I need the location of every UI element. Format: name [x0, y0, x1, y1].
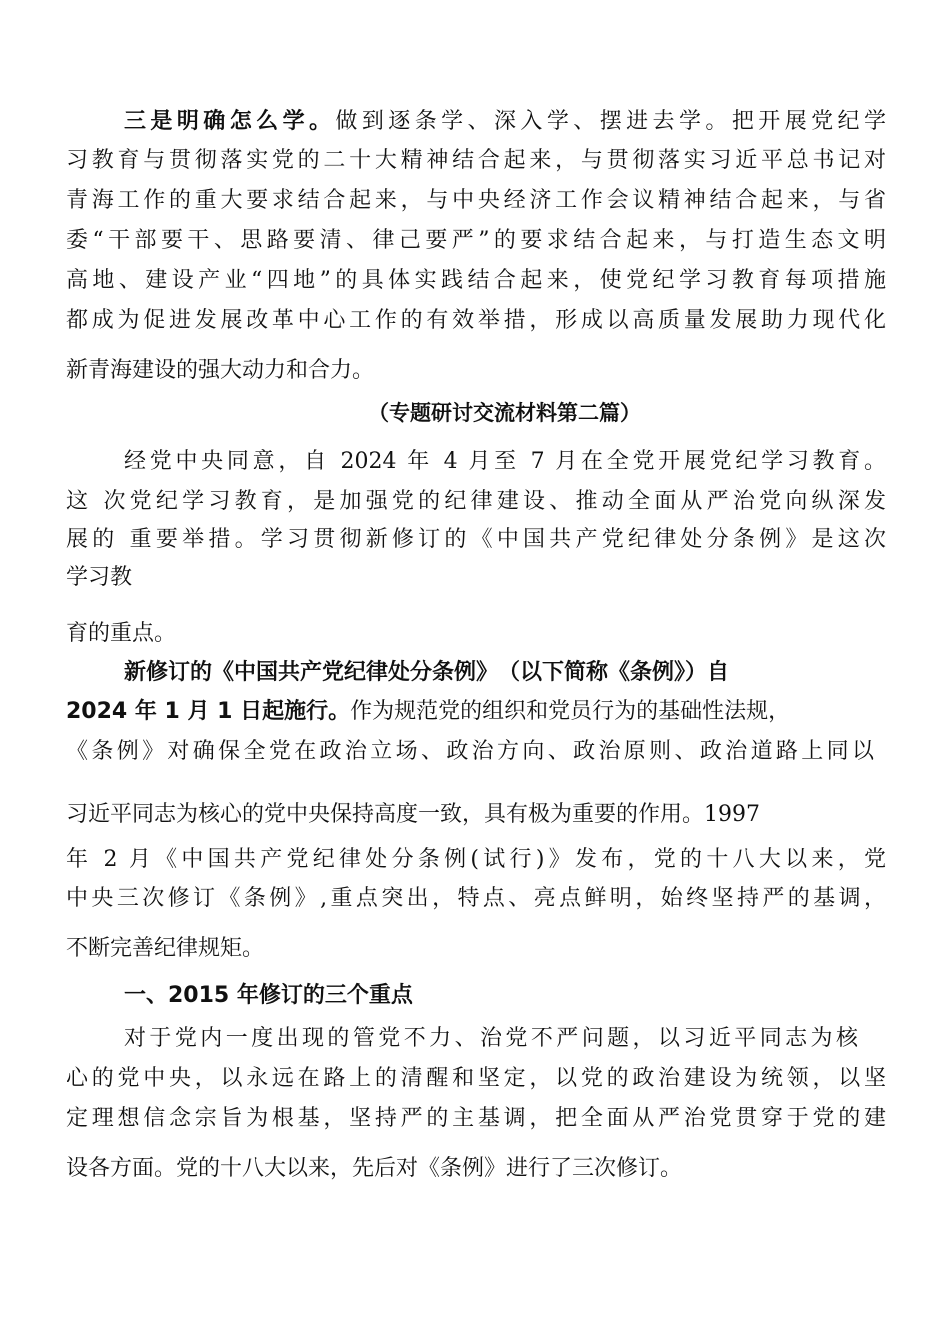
paragraph-3-line-5: 年 2 月《中国共产党纪律处分条例(试行)》发布，党的十八大以来，党 [66, 847, 886, 872]
paragraph-1-line-2: 习教育与贯彻落实党的二十大精神结合起来，与贯彻落实习近平总书记对 [66, 148, 886, 173]
paragraph-4-line-4: 设各方面。党的十八大以来，先后对《条例》进行了三次修订。 [66, 1156, 683, 1181]
paragraph-3-line-2 [66, 697, 866, 727]
paragraph-2-line-4: 学习教 [66, 565, 133, 590]
paragraph-1-line-6: 都成为促进发展改革中心工作的有效举措，形成以高质量发展助力现代化 [66, 308, 886, 333]
paragraph-1-line-7: 新青海建设的强大动力和合力。 [66, 358, 375, 383]
paragraph-1-line-5: 高地、建设产业“四地”的具体实践结合起来，使党纪学习教育每项措施 [66, 268, 886, 293]
paragraph-3-bold-date: 2024 年 1 月 1 日起施行。 [66, 699, 351, 724]
paragraph-1-line-1 [66, 106, 886, 137]
paragraph-1-line-3: 青海工作的重大要求结合起来，与中央经济工作会议精神结合起来，与省 [66, 188, 886, 213]
paragraph-3-line-7: 不断完善纪律规矩。 [66, 936, 265, 961]
section-title: （专题研讨交流材料第二篇） [368, 400, 641, 425]
paragraph-2-line-1: 经党中央同意，自 2024 年 4 月至 7 月在全党开展党纪学习教育。 [124, 449, 886, 474]
paragraph-4-line-1: 对于党内一度出现的管党不力、治党不严问题，以习近平同志为核 [124, 1026, 858, 1051]
paragraph-2-line-5: 育的重点。 [66, 621, 177, 646]
paragraph-3-line-4: 习近平同志为核心的党中央保持高度一致，具有极为重要的作用。1997 [66, 802, 760, 827]
paragraph-4-line-3: 定理想信念宗旨为根基，坚持严的主基调，把全面从严治党贯穿于党的建 [66, 1106, 886, 1131]
paragraph-3-line-6: 中央三次修订《条例》,重点突出，特点、亮点鲜明，始终坚持严的基调， [66, 886, 886, 911]
paragraph-2-line-2: 这 次党纪学习教育，是加强党的纪律建设、推动全面从严治党向纵深发 [66, 489, 886, 514]
paragraph-4-line-2: 心的党中央，以永远在路上的清醒和坚定，以党的政治建设为统领，以坚 [66, 1066, 886, 1091]
paragraph-1-line-1-text: 做到逐条学、深入学、摆进去学。把开展党纪学 [335, 109, 886, 134]
paragraph-1-line-4: 委“干部要干、思路要清、律己要严”的要求结合起来，与打造生态文明 [66, 228, 886, 253]
paragraph-1-bold-lead: 三是明确怎么学。 [124, 108, 336, 134]
paragraph-2-line-3: 展的 重要举措。学习贯彻新修订的《中国共产党纪律处分条例》是这次 [66, 527, 886, 552]
paragraph-3-line-2-text: 作为规范党的组织和党员行为的基础性法规， [350, 699, 791, 724]
paragraph-3-bold-line-1: 新修订的《中国共产党纪律处分条例》 （以下简称《条例》）自 [124, 659, 730, 685]
paragraph-3-line-3: 《条例》对确保全党在政治立场、政治方向、政治原则、政治道路上同以 [66, 739, 874, 764]
section-heading-2015: 一、2015 年修订的三个重点 [124, 983, 413, 1008]
